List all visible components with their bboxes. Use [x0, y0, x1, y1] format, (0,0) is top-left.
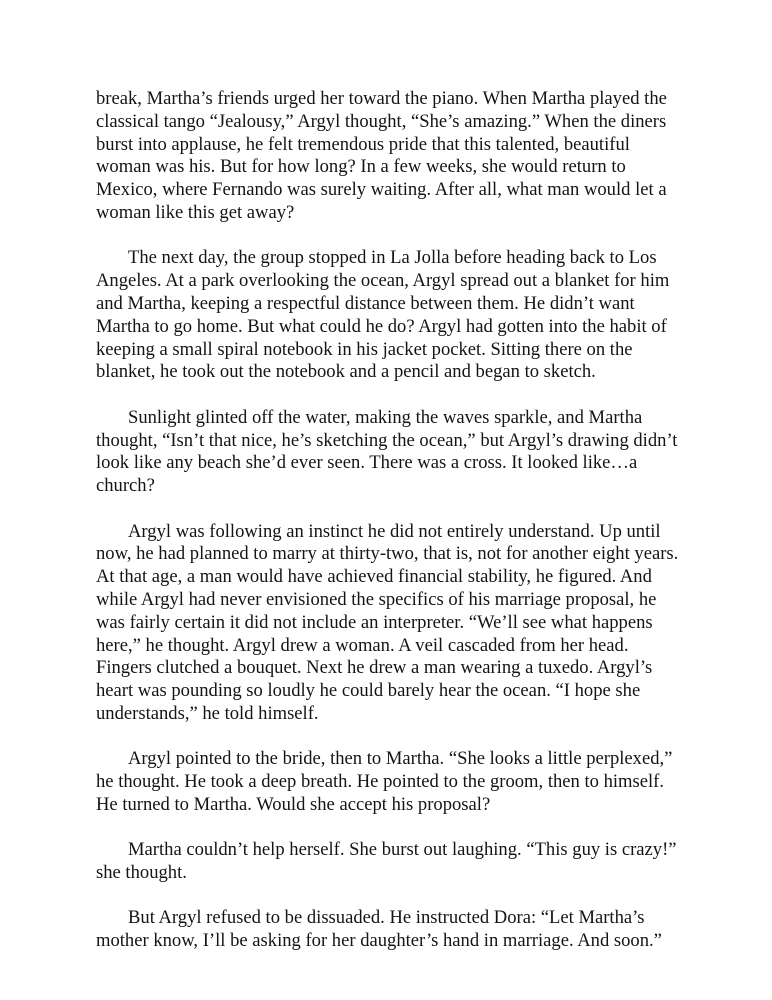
paragraph-2: The next day, the group stopped in La Jolla before heading back to Los Angeles. At a park overlooking the ocean, Argyl spread out a blanket for him and Martha, keeping a respectful distance between them. He didn’t want Martha to go home. But what could he do? Argyl had gotten into the habit of keeping a small spiral notebook in his jacket pocket. Sitting there on the blanket, he took out the notebook and a pencil and began to sketch. [96, 247, 670, 383]
paragraph-3: Sunlight glinted off the water, making the waves sparkle, and Martha thought, “Isn’t that nice, he’s sketching the ocean,” but Argyl’s drawing didn’t look like any beach she’d ever seen. There was a cross. It looked like…a church? [96, 406, 678, 497]
paragraph-1: break, Martha’s friends urged her toward the piano. When Martha played the classical tango “Jealousy,” Argyl thought, “She’s amazing.” When the diners burst into applause, he felt tremendous pride that this talented, beautiful woman was his. But for how long? In a few weeks, she would return to Mexico, where Fernando was surely waiting. After all, what man would let a woman like this get away? [96, 88, 667, 223]
body-text [96, 88, 686, 976]
paragraph-7: But Argyl refused to be dissuaded. He instructed Dora: “Let Martha’s mother know, I’ll be asking for her daughter’s hand in marriage. And soon.” [96, 907, 662, 952]
paragraph-4: Argyl was following an instinct he did not entirely understand. Up until now, he had planned to marry at thirty-two, that is, not for another eight years. At that age, a man would have achieved financial stability, he figured. And while Argyl had never envisioned the specifics of his marriage proposal, he was fairly certain it did not include an interpreter. “We’ll see what happens here,” he thought. Argyl drew a woman. A veil cascaded from her head. Fingers clutched a bouquet. Next he drew a man wearing a tuxedo. Argyl’s heart was pounding so loudly he could barely hear the ocean. “I hope she understands,” he told himself. [96, 520, 679, 724]
paragraph-5: Argyl pointed to the bride, then to Martha. “She looks a little perplexed,” he thought. He took a deep breath. He pointed to the groom, then to himself. He turned to Martha. Would she accept his proposal? [96, 748, 673, 815]
paragraph-6: Martha couldn’t help herself. She burst out laughing. “This guy is crazy!” she thought. [96, 839, 677, 884]
